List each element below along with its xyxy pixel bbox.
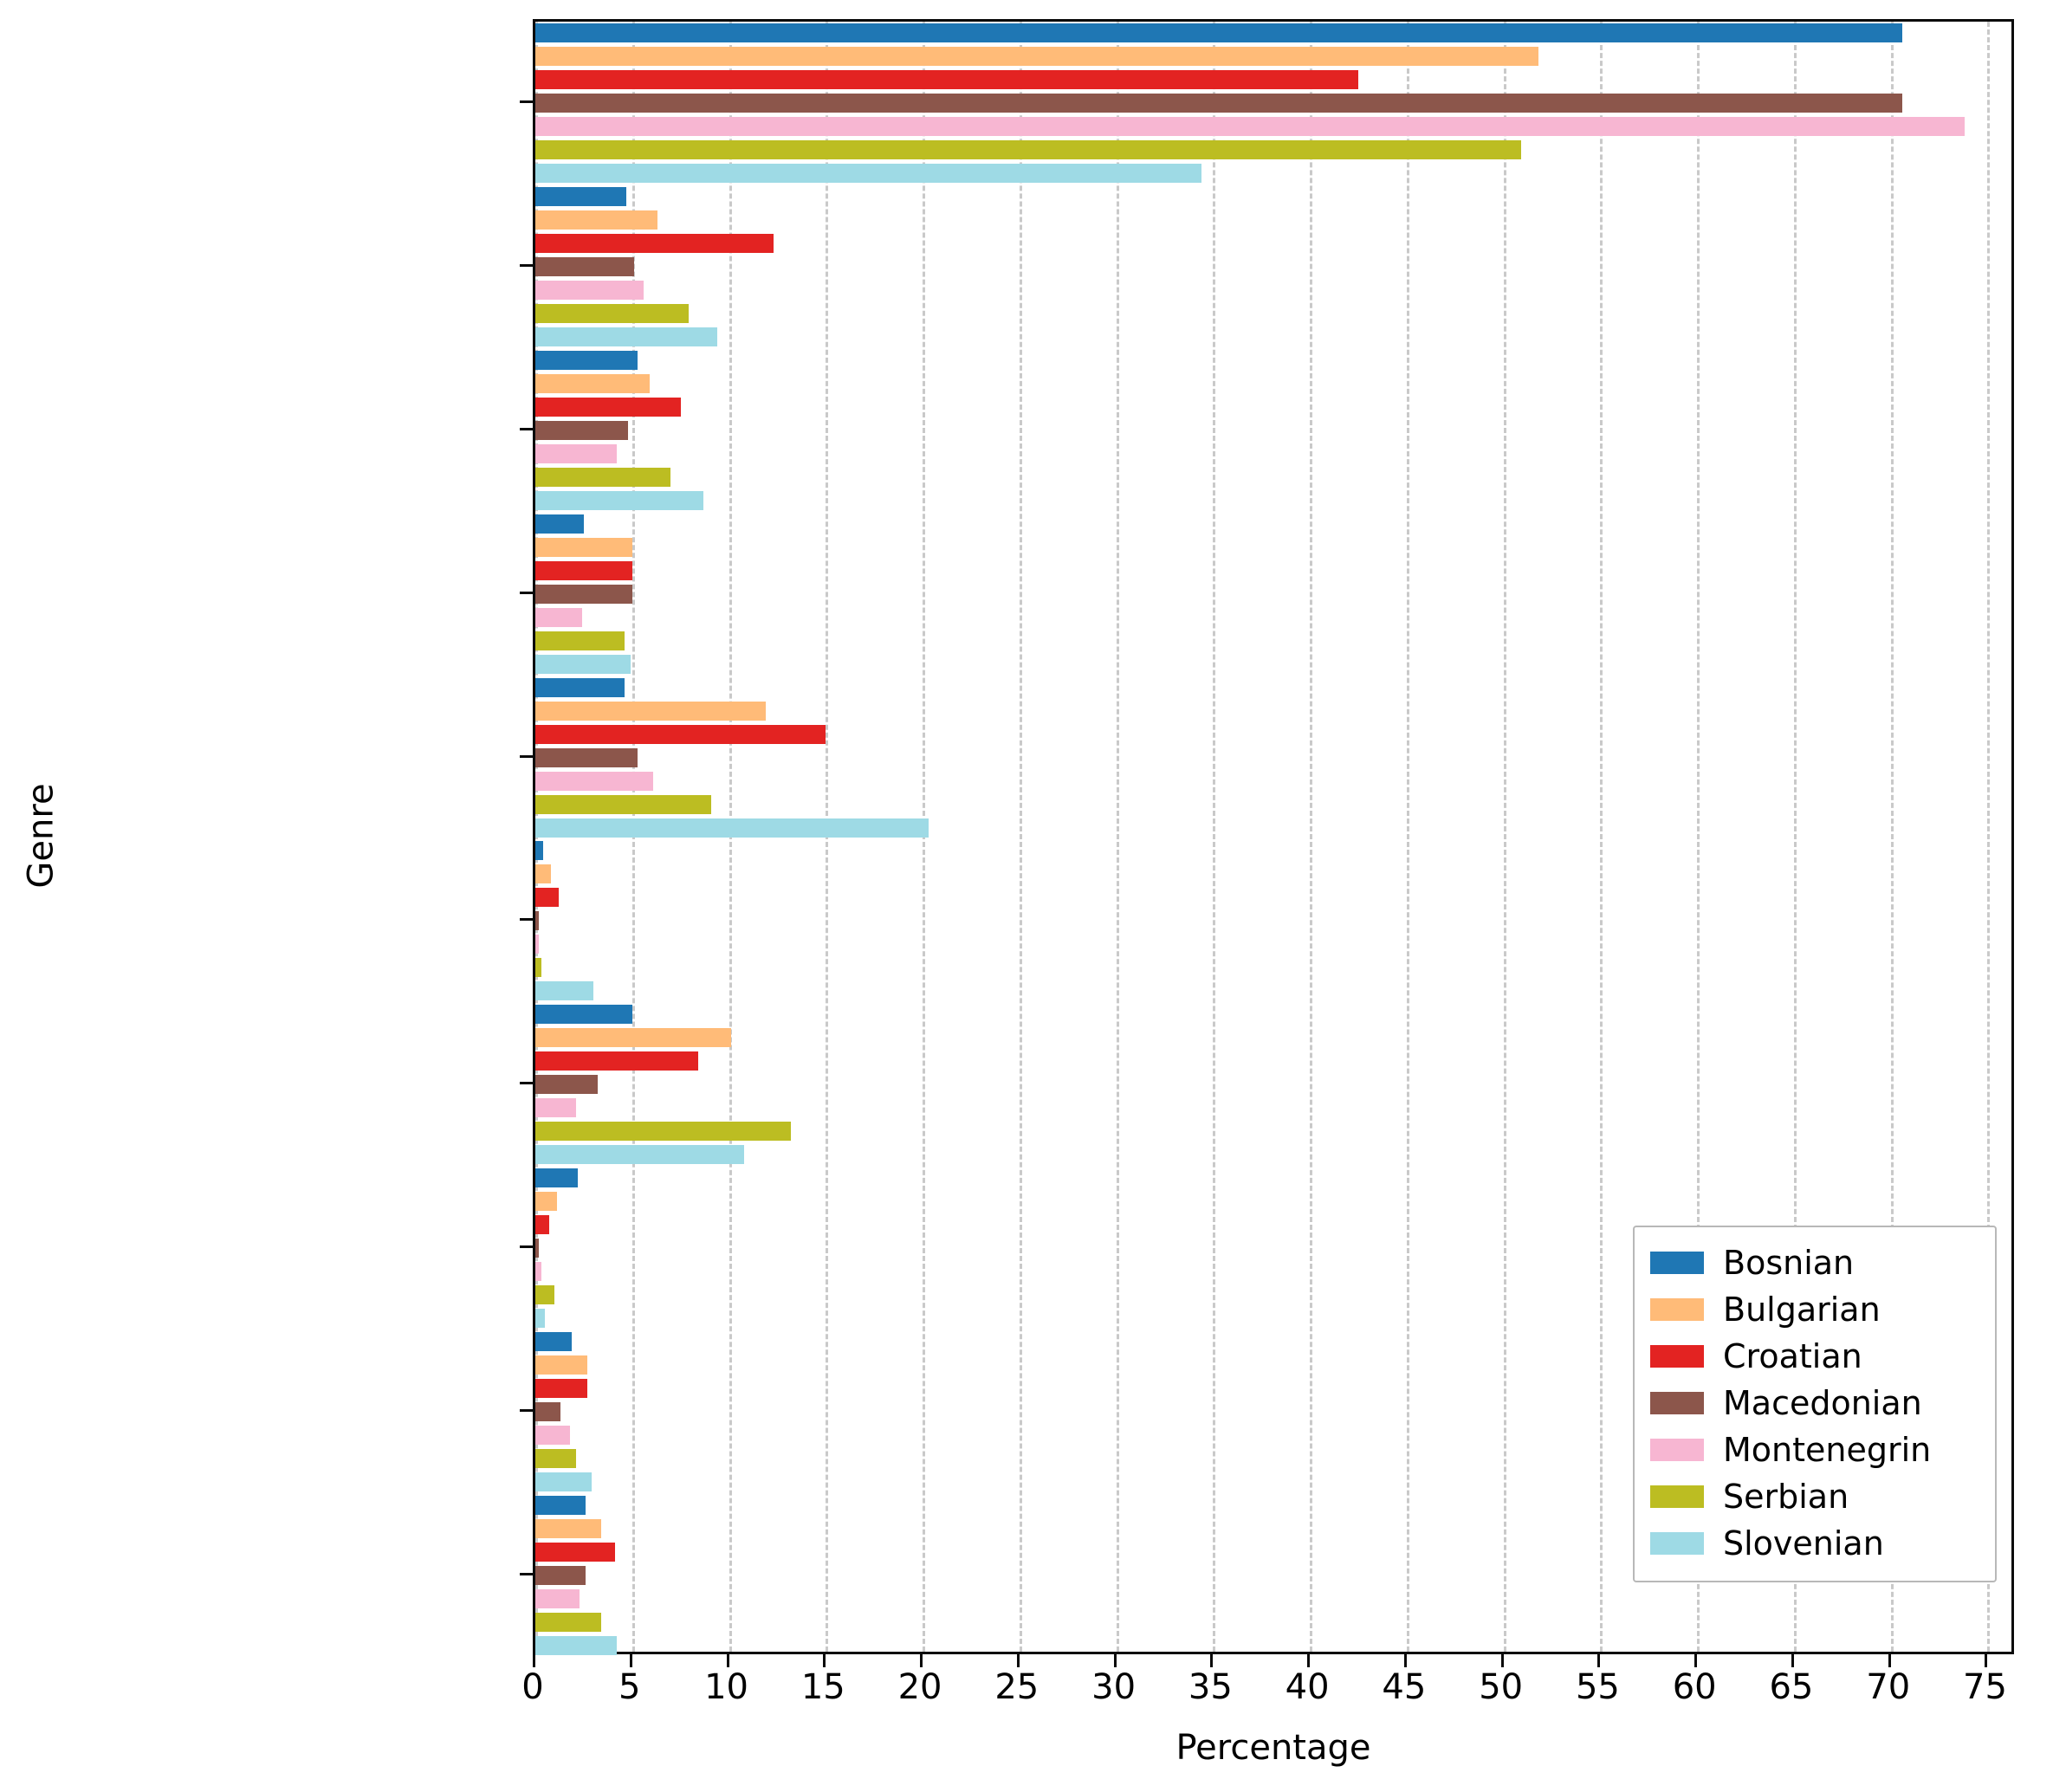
bar <box>535 281 644 300</box>
legend-swatch <box>1650 1252 1704 1274</box>
bar <box>535 795 711 814</box>
bar <box>535 1239 539 1258</box>
bar <box>535 1005 632 1024</box>
x-tick-mark <box>1597 1654 1600 1667</box>
bar <box>535 864 551 883</box>
legend-swatch <box>1650 1345 1704 1368</box>
bar <box>535 1332 572 1351</box>
bar <box>535 1051 698 1071</box>
x-tick-label: 75 <box>1963 1667 2007 1707</box>
bar <box>535 1145 744 1164</box>
bar <box>535 678 625 697</box>
bar <box>535 725 826 744</box>
x-tick-label: 5 <box>618 1667 641 1707</box>
legend-item <box>1650 1520 1979 1567</box>
bar <box>535 70 1358 89</box>
bar <box>535 398 681 417</box>
x-tick-mark <box>727 1654 729 1667</box>
bar <box>535 702 766 721</box>
bar <box>535 1519 601 1538</box>
legend-swatch <box>1650 1532 1704 1555</box>
x-tick-label: 25 <box>994 1667 1039 1707</box>
bar <box>535 1192 557 1211</box>
y-tick-mark <box>520 428 533 430</box>
bar <box>535 1122 791 1141</box>
bar <box>535 140 1521 159</box>
y-tick-mark <box>520 1082 533 1084</box>
bar <box>535 1215 549 1234</box>
bar <box>535 257 634 276</box>
x-tick-mark <box>1888 1654 1891 1667</box>
x-tick-mark <box>1791 1654 1794 1667</box>
x-tick-mark <box>1210 1654 1213 1667</box>
legend-swatch <box>1650 1439 1704 1461</box>
x-tick-label: 20 <box>897 1667 942 1707</box>
bar <box>535 327 717 346</box>
bar <box>535 210 657 230</box>
bar <box>535 1379 587 1398</box>
bar <box>535 1028 731 1047</box>
bar <box>535 1402 560 1421</box>
bar <box>535 1285 554 1304</box>
x-tick-label: 55 <box>1575 1667 1620 1707</box>
y-tick-mark <box>520 755 533 758</box>
x-axis-title: Percentage <box>1175 1728 1371 1768</box>
legend-item <box>1650 1239 1979 1286</box>
bar <box>535 958 541 977</box>
legend-label: Serbian <box>1723 1478 1849 1516</box>
bar <box>535 1355 587 1375</box>
bar <box>535 608 582 627</box>
legend-item <box>1650 1333 1979 1380</box>
x-tick-mark <box>533 1654 535 1667</box>
x-tick-mark <box>1501 1654 1504 1667</box>
x-tick-mark <box>1985 1654 1987 1667</box>
x-tick-mark <box>1694 1654 1697 1667</box>
y-tick-mark <box>520 1245 533 1248</box>
bar <box>535 1262 541 1281</box>
bar <box>535 187 626 206</box>
x-tick-mark <box>1017 1654 1020 1667</box>
x-tick-mark <box>1114 1654 1117 1667</box>
bar <box>535 748 638 767</box>
legend-item <box>1650 1473 1979 1520</box>
bar <box>535 981 593 1000</box>
x-tick-label: 10 <box>704 1667 748 1707</box>
legend-label: Macedonian <box>1723 1384 1922 1422</box>
bar <box>535 1449 576 1468</box>
legend-label: Montenegrin <box>1723 1431 1932 1469</box>
bar <box>535 935 539 954</box>
x-tick-label: 50 <box>1479 1667 1524 1707</box>
bar <box>535 655 631 674</box>
bar <box>535 1589 580 1608</box>
y-tick-mark <box>520 264 533 267</box>
bar <box>535 1098 576 1117</box>
legend-swatch <box>1650 1392 1704 1414</box>
legend-item <box>1650 1286 1979 1333</box>
bar <box>535 1566 586 1585</box>
bar <box>535 304 689 323</box>
x-tick-label: 40 <box>1285 1667 1330 1707</box>
legend-label: Croatian <box>1723 1337 1862 1375</box>
bar <box>535 444 617 463</box>
bar <box>535 1496 586 1515</box>
bar <box>535 491 703 510</box>
bar <box>535 538 632 557</box>
bar <box>535 1543 615 1562</box>
bar <box>535 47 1538 66</box>
bar <box>535 23 1902 42</box>
x-tick-mark <box>823 1654 826 1667</box>
y-tick-mark <box>520 918 533 921</box>
x-tick-label: 65 <box>1769 1667 1814 1707</box>
x-tick-label: 45 <box>1382 1667 1427 1707</box>
bar <box>535 1426 570 1445</box>
bar <box>535 888 559 907</box>
legend-label: Bulgarian <box>1723 1291 1881 1329</box>
y-tick-mark <box>520 100 533 103</box>
y-tick-mark <box>520 1573 533 1575</box>
legend <box>1633 1226 1997 1582</box>
bar <box>535 841 543 860</box>
bar <box>535 351 638 370</box>
y-tick-mark <box>520 592 533 594</box>
legend-item <box>1650 1380 1979 1426</box>
x-tick-label: 70 <box>1866 1667 1911 1707</box>
x-tick-label: 60 <box>1672 1667 1717 1707</box>
bar <box>535 1168 578 1187</box>
bar <box>535 234 774 253</box>
bar <box>535 911 539 930</box>
bar <box>535 561 632 580</box>
bar <box>535 818 929 838</box>
bar <box>535 514 584 534</box>
legend-swatch <box>1650 1298 1704 1321</box>
x-tick-label: 15 <box>800 1667 845 1707</box>
y-tick-mark <box>520 1409 533 1412</box>
bar <box>535 631 625 650</box>
legend-label: Slovenian <box>1723 1524 1884 1562</box>
bar <box>535 1075 598 1094</box>
legend-item <box>1650 1426 1979 1473</box>
bar <box>535 1613 601 1632</box>
bar <box>535 1636 617 1655</box>
bar <box>535 772 653 791</box>
x-tick-label: 35 <box>1188 1667 1233 1707</box>
x-tick-mark <box>1307 1654 1310 1667</box>
bar <box>535 117 1965 136</box>
legend-label: Bosnian <box>1723 1244 1855 1282</box>
x-tick-mark <box>920 1654 923 1667</box>
bar <box>535 374 650 393</box>
bar <box>535 585 632 604</box>
x-tick-mark <box>1404 1654 1407 1667</box>
bar <box>535 421 628 440</box>
bar <box>535 164 1201 183</box>
legend-swatch <box>1650 1485 1704 1508</box>
bar <box>535 94 1902 113</box>
x-tick-label: 0 <box>521 1667 544 1707</box>
bar <box>535 1472 592 1491</box>
x-tick-label: 30 <box>1091 1667 1137 1707</box>
bar <box>535 468 670 487</box>
y-axis-title: Genre <box>22 783 62 889</box>
bar <box>535 1309 545 1328</box>
x-tick-mark <box>630 1654 632 1667</box>
